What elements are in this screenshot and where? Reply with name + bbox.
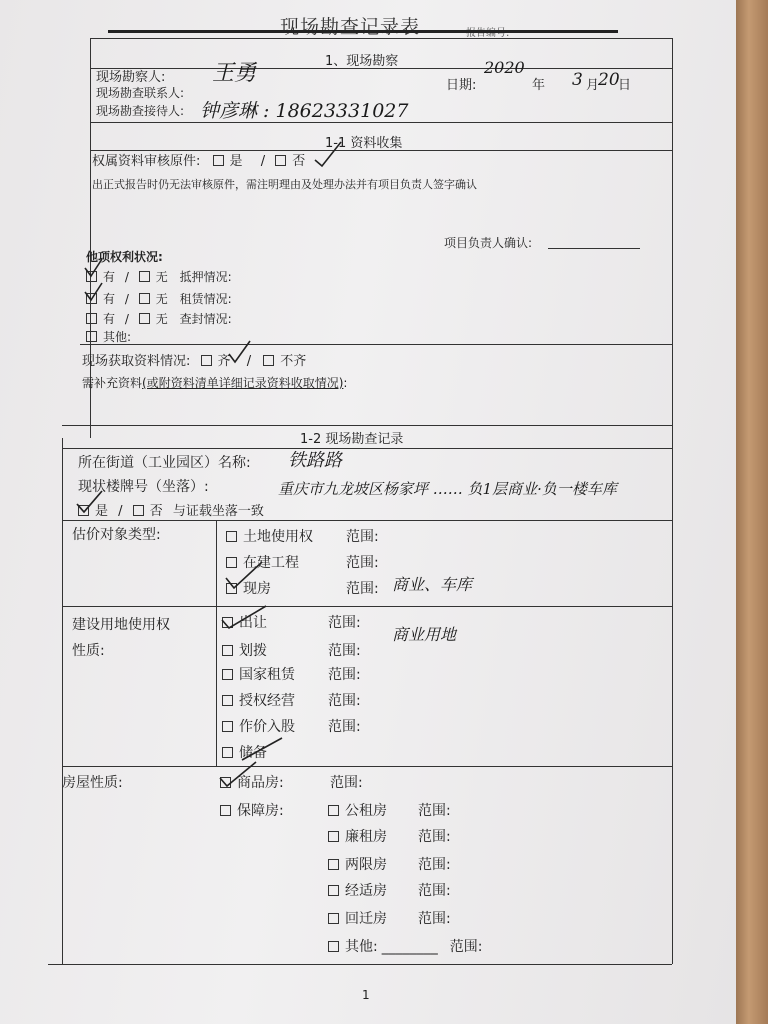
match-yes-label: 是: [95, 504, 109, 519]
receiver-signature: 钟彦琳 : 18623331027: [200, 100, 409, 122]
page-number: 1: [362, 988, 370, 1002]
other-blank[interactable]: ________: [381, 939, 438, 955]
guarantee-type-1: 公租房: [345, 803, 387, 819]
table-surface: [736, 0, 768, 1024]
guarantee-row-4: [328, 880, 451, 900]
day-label: 日: [618, 78, 632, 93]
has-label: 有: [103, 270, 116, 284]
match-row: [78, 500, 264, 519]
section12-title: 1-2 现场勘查记录: [300, 432, 404, 447]
frame-top: [90, 38, 672, 39]
guarantee-type-5: 回迁房: [345, 911, 387, 927]
land-right-label-1: 出让: [239, 615, 267, 631]
separator: /: [118, 504, 123, 519]
column-divider: [216, 520, 217, 766]
date-year: 2020: [484, 58, 525, 77]
checkmark-icon: [84, 282, 104, 304]
ownership-row: [92, 150, 305, 169]
complete-checkbox[interactable]: [201, 355, 212, 366]
match-no-checkbox[interactable]: [133, 505, 144, 516]
guarantee-row-1: [328, 800, 451, 820]
colon: :: [343, 376, 348, 390]
other-rights-label: 他项权利状况:: [86, 250, 163, 264]
obtained-label: 现场获取资料情况:: [82, 354, 191, 369]
scope-label: 范围:: [346, 555, 379, 571]
separator: /: [124, 312, 129, 326]
surveyor-signature: 王勇: [212, 61, 257, 86]
pm-confirm-label: 项目负责人确认:: [444, 236, 533, 250]
land-use-checkbox[interactable]: [226, 531, 237, 542]
complete-label: 齐: [217, 354, 231, 369]
building-value: 重庆市九龙坡区杨家坪 …… 负1层商业·负一楼车库: [278, 480, 617, 498]
scope-label: 范围:: [328, 667, 361, 683]
checkmark-icon: [313, 140, 343, 170]
supplement-label: 需补充资料: [82, 376, 143, 390]
guarantee-type-4: 经适房: [345, 883, 387, 899]
land-right-label: 建设用地使用权: [72, 617, 170, 633]
land-right-label-3: 国家租赁: [239, 667, 295, 683]
rule: [62, 448, 672, 449]
receiver-label: 现场勘查接待人:: [96, 104, 185, 118]
guarantee-type-6: 其他:: [345, 939, 378, 955]
supplement-row: [82, 374, 347, 391]
scope-label: 范围:: [418, 829, 451, 845]
building-label: 现状楼牌号（坐落）:: [78, 479, 209, 495]
mortgage-row: [86, 268, 232, 285]
object-scope-value: 商业、车库: [392, 575, 473, 594]
contact-label: 现场勘查联系人:: [96, 86, 185, 100]
guarantee-row-5: [328, 908, 451, 928]
year-label: 年: [532, 78, 546, 93]
affordable-checkbox[interactable]: [328, 885, 339, 896]
other-checkbox[interactable]: [86, 331, 97, 342]
incomplete-label: 不齐: [280, 354, 307, 369]
scope-label: 范围:: [346, 529, 379, 545]
other-type-checkbox[interactable]: [328, 941, 339, 952]
ownership-yes-checkbox[interactable]: [213, 155, 224, 166]
separator: /: [260, 154, 266, 169]
checkmark-icon: [228, 340, 252, 366]
rule: [80, 344, 672, 345]
rule: [62, 425, 672, 426]
rule: [62, 766, 672, 767]
ownership-note: 出正式报告时仍无法审核原件，需注明理由及处理办法并有项目负责人签字确认: [92, 178, 477, 191]
land-right-label-2b: 划拨: [239, 643, 267, 659]
house-nature-label: 房屋性质:: [62, 775, 123, 791]
frame-bottom: [48, 964, 672, 965]
checkmark-icon: [84, 258, 104, 280]
guarantee-row-3: [328, 854, 451, 874]
scope-label: 范围:: [449, 939, 483, 955]
section11-title: 1-1 资料收集: [325, 136, 403, 151]
scope-label: 范围:: [328, 693, 361, 709]
scope-label: 范围:: [418, 883, 451, 899]
low-rent-checkbox[interactable]: [328, 831, 339, 842]
state-lease-checkbox[interactable]: [222, 669, 233, 680]
guarantee-type-2: 廉租房: [345, 829, 387, 845]
scope-label: 范围:: [418, 911, 451, 927]
surveyor-label: 现场勘察人:: [96, 70, 166, 85]
street-value: 铁路路: [288, 450, 342, 471]
ownership-label: 权属资料审核原件:: [92, 154, 201, 169]
land-right-label-2: 性质:: [72, 643, 105, 659]
ownership-no-checkbox[interactable]: [275, 155, 286, 166]
land-right-row-5: [222, 716, 361, 736]
guarantee-type-3: 两限房: [345, 857, 387, 873]
none-label: 无: [155, 292, 168, 306]
frame-right: [672, 38, 673, 964]
checkmark-icon: [224, 560, 264, 592]
checkmark-icon: [76, 490, 104, 516]
seizure-label: 查封情况:: [179, 312, 232, 326]
object-type-label-2: 在建工程: [243, 555, 299, 571]
object-type-label-3: 现房: [243, 581, 271, 597]
title-rule: [108, 30, 618, 33]
object-type-row-1: [226, 526, 379, 546]
month-label: 月: [586, 78, 600, 93]
scope-label: 范围:: [346, 581, 379, 597]
land-right-label-6: 储备: [239, 745, 267, 761]
land-right-row-2: [222, 640, 361, 660]
guarantee-row-2: [328, 826, 451, 846]
scope-label: 范围:: [328, 615, 361, 631]
none-label: 无: [155, 270, 168, 284]
date-label: 日期:: [446, 78, 477, 93]
separator: /: [246, 354, 252, 369]
two-limit-checkbox[interactable]: [328, 859, 339, 870]
mortgage-label: 抵押情况:: [179, 270, 232, 284]
scope-label: 范围:: [328, 719, 361, 735]
guarantee-row: [220, 800, 284, 820]
rule: [62, 606, 672, 607]
land-scope-value: 商业用地: [392, 625, 457, 644]
commercial-label: 商品房:: [237, 775, 284, 791]
date-month: 3: [572, 70, 583, 90]
public-rent-checkbox[interactable]: [328, 805, 339, 816]
has-label: 有: [103, 312, 116, 326]
land-right-label-5: 作价入股: [239, 719, 295, 735]
match-no-label: 否: [149, 504, 163, 519]
object-type-label: 估价对象类型:: [72, 527, 161, 543]
ownership-no-label: 否: [292, 154, 306, 169]
none-label: 无: [155, 312, 168, 326]
seizure-row: [86, 310, 232, 327]
separator: /: [124, 270, 129, 284]
other-row: [86, 328, 131, 345]
reserve-checkbox[interactable]: [222, 747, 233, 758]
match-label: 与证载坐落一致: [172, 504, 264, 519]
scope-label: 范围:: [418, 803, 451, 819]
ownership-yes-label: 是: [229, 154, 243, 169]
guarantee-checkbox[interactable]: [220, 805, 231, 816]
street-label: 所在街道（工业园区）名称:: [78, 455, 251, 471]
separator: /: [124, 292, 129, 306]
guarantee-label: 保障房:: [237, 803, 284, 819]
checkmark-icon: [218, 760, 258, 788]
obtained-row: [82, 350, 306, 369]
rule: [90, 68, 672, 69]
land-right-label-4: 授权经营: [239, 693, 295, 709]
land-right-row-3: [222, 664, 361, 684]
allocation-checkbox[interactable]: [222, 645, 233, 656]
section1-title: 1、现场勘察: [325, 54, 399, 69]
scope-label: 范围:: [328, 643, 361, 659]
lease-label: 租赁情况:: [179, 292, 232, 306]
checkmark-icon: [220, 604, 270, 632]
object-type-label-1: 土地使用权: [243, 529, 313, 545]
lease-row: [86, 290, 232, 307]
seizure-has-checkbox[interactable]: [86, 313, 97, 324]
date-day: 20: [598, 70, 620, 90]
has-label: 有: [103, 292, 116, 306]
scope-label: 范围:: [418, 857, 451, 873]
land-right-row-4: [222, 690, 361, 710]
supplement-note: (或附资料清单详细记录资料收取情况): [142, 376, 344, 390]
rule: [90, 122, 672, 123]
authorized-checkbox[interactable]: [222, 695, 233, 706]
equity-checkbox[interactable]: [222, 721, 233, 732]
document-title: 现场勘查记录表: [280, 16, 421, 38]
incomplete-checkbox[interactable]: [263, 355, 274, 366]
seizure-none-checkbox[interactable]: [139, 313, 150, 324]
report-no-label: 报告编号:: [466, 28, 510, 39]
relocation-checkbox[interactable]: [328, 913, 339, 924]
rule: [62, 520, 672, 521]
lease-none-checkbox[interactable]: [139, 293, 150, 304]
pm-confirm-blank[interactable]: [548, 248, 640, 249]
mortgage-none-checkbox[interactable]: [139, 271, 150, 282]
scope-label: 范围:: [330, 775, 363, 791]
guarantee-row-6: [328, 936, 482, 956]
frame-left-lower: [62, 438, 63, 964]
strike-mark-icon: [240, 736, 284, 762]
other-label: 其他:: [103, 330, 132, 344]
